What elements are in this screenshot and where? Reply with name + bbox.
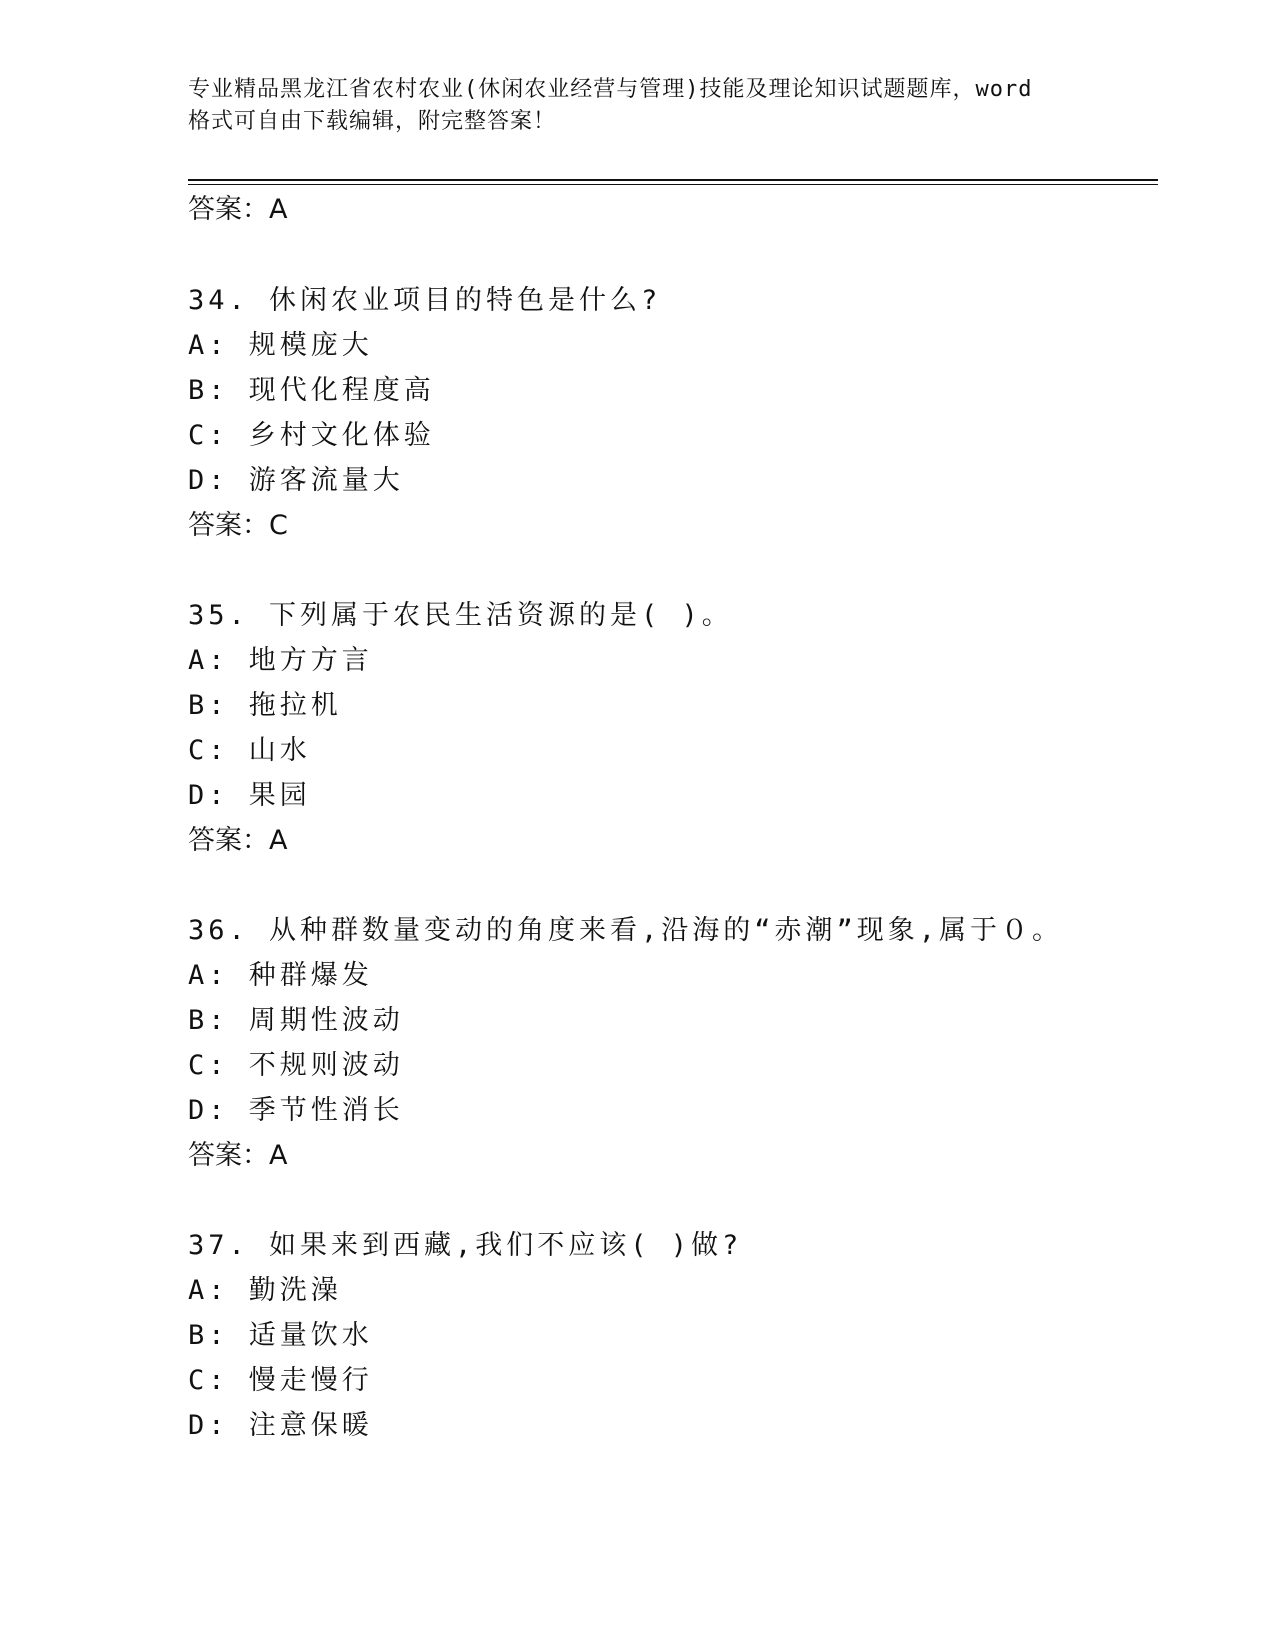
- header-rule-thin: [188, 184, 1158, 185]
- option-d: D: 游客流量大: [188, 465, 404, 496]
- document-header: [188, 74, 1088, 138]
- option-c: C: 山水: [188, 735, 311, 766]
- option-b: B: 拖拉机: [188, 690, 342, 721]
- question-stem: 37. 如果来到西藏,我们不应该( )做?: [188, 1230, 743, 1261]
- question-stem: 35. 下列属于农民生活资源的是( )。: [188, 600, 733, 631]
- answer: 答案：A: [188, 1140, 288, 1171]
- header-line-2: 格式可自由下载编辑，附完整答案！: [188, 109, 557, 134]
- option-b: B: 适量饮水: [188, 1320, 373, 1351]
- question-stem: 36. 从种群数量变动的角度来看,沿海的“赤潮”现象,属于０。: [188, 915, 1064, 946]
- option-d: D: 注意保暖: [188, 1410, 373, 1441]
- answer: 答案：A: [188, 825, 288, 856]
- option-d: D: 季节性消长: [188, 1095, 404, 1126]
- header-rule: [188, 179, 1158, 181]
- previous-answer: 答案：A: [188, 194, 288, 225]
- option-c: C: 慢走慢行: [188, 1365, 373, 1396]
- answer: 答案：C: [188, 510, 288, 541]
- option-d: D: 果园: [188, 780, 311, 811]
- option-c: C: 不规则波动: [188, 1050, 404, 1081]
- option-b: B: 周期性波动: [188, 1005, 404, 1036]
- option-a: A: 种群爆发: [188, 960, 373, 991]
- option-a: A: 勤洗澡: [188, 1275, 342, 1306]
- option-b: B: 现代化程度高: [188, 375, 435, 406]
- option-c: C: 乡村文化体验: [188, 420, 435, 451]
- header-line-1: 专业精品黑龙江省农村农业(休闲农业经营与管理)技能及理论知识试题题库，word: [188, 77, 1033, 102]
- question-stem: 34. 休闲农业项目的特色是什么?: [188, 285, 662, 316]
- option-a: A: 地方方言: [188, 645, 373, 676]
- option-a: A: 规模庞大: [188, 330, 373, 361]
